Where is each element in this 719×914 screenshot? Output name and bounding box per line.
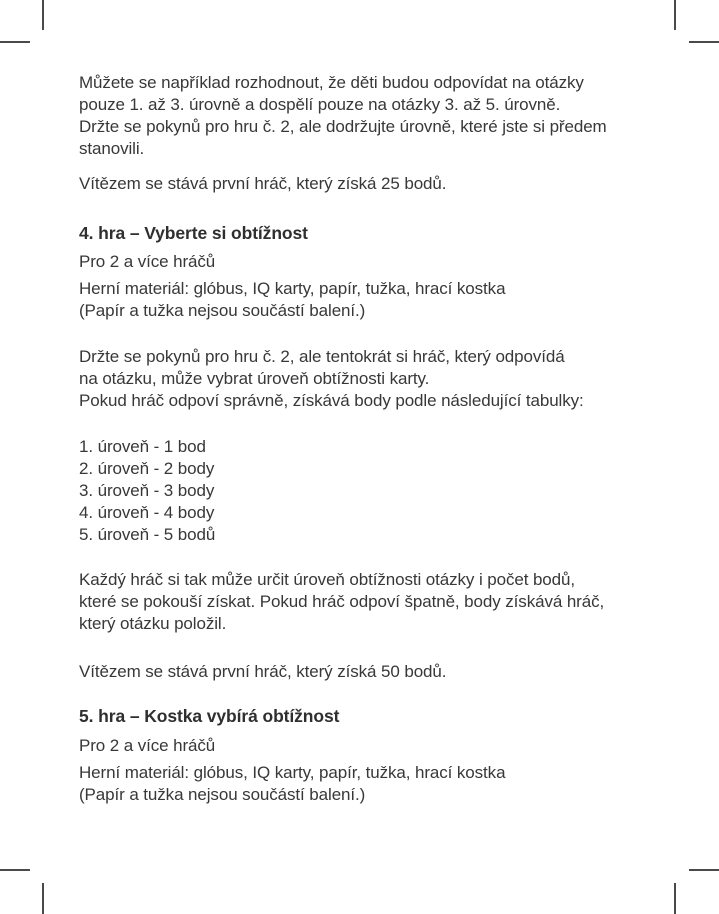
text-line: (Papír a tužka nejsou součástí balení.) bbox=[79, 785, 366, 804]
paragraph-intro bbox=[79, 72, 654, 160]
paragraph-rules-4 bbox=[79, 346, 654, 412]
text-line: Pro 2 a více hráčů bbox=[79, 252, 216, 271]
text-line: na otázku, může vybrat úroveň obtížnosti karty. bbox=[79, 369, 430, 388]
paragraph-explanation-4 bbox=[79, 569, 654, 635]
points-table-row: 5. úroveň - 5 bodů bbox=[79, 525, 216, 544]
text-line: pouze 1. až 3. úrovně a dospělí pouze na otázky 3. až 5. úrovně. bbox=[79, 95, 561, 114]
text-line: (Papír a tužka nejsou součástí balení.) bbox=[79, 301, 366, 320]
text-line: Vítězem se stává první hráč, který získá 50 bodů. bbox=[79, 662, 447, 681]
text-line: Můžete se například rozhodnout, že děti budou odpovídat na otázky bbox=[79, 73, 584, 92]
text-line: Držte se pokynů pro hru č. 2, ale dodržujte úrovně, které jste si předem bbox=[79, 117, 607, 136]
crop-mark-top-left-horizontal bbox=[0, 41, 30, 43]
points-table bbox=[79, 436, 654, 546]
text-line: Herní materiál: glóbus, IQ karty, papír, tužka, hrací kostka bbox=[79, 763, 506, 782]
paragraph-players-5 bbox=[79, 735, 654, 757]
heading-game-5: 5. hra – Kostka vybírá obtížnost bbox=[79, 706, 340, 726]
paragraph-players-4 bbox=[79, 251, 654, 273]
paragraph-winner-25 bbox=[79, 173, 654, 195]
crop-mark-top-right-vertical bbox=[674, 0, 676, 30]
text-line: stanovili. bbox=[79, 139, 145, 158]
text-line: který otázku položil. bbox=[79, 614, 227, 633]
points-table-row: 3. úroveň - 3 body bbox=[79, 481, 215, 500]
text-line: Herní materiál: glóbus, IQ karty, papír, tužka, hrací kostka bbox=[79, 279, 506, 298]
text-line: které se pokouší získat. Pokud hráč odpoví špatně, body získává hráč, bbox=[79, 592, 605, 611]
crop-mark-top-left-vertical bbox=[42, 0, 44, 30]
text-line: Vítězem se stává první hráč, který získá 25 bodů. bbox=[79, 174, 447, 193]
text-line: Každý hráč si tak může určit úroveň obtížnosti otázky i počet bodů, bbox=[79, 570, 575, 589]
paragraph-material-5 bbox=[79, 762, 654, 806]
heading-game-4: 4. hra – Vyberte si obtížnost bbox=[79, 223, 308, 243]
paragraph-material-4 bbox=[79, 278, 654, 322]
text-line: Pro 2 a více hráčů bbox=[79, 736, 216, 755]
paragraph-winner-50 bbox=[79, 661, 654, 683]
points-table-row: 4. úroveň - 4 body bbox=[79, 503, 215, 522]
text-line: Pokud hráč odpoví správně, získává body podle následující tabulky: bbox=[79, 391, 584, 410]
page-content bbox=[79, 72, 654, 806]
crop-mark-bottom-left-vertical bbox=[42, 883, 44, 914]
text-line: Držte se pokynů pro hru č. 2, ale tentokrát si hráč, který odpovídá bbox=[79, 347, 565, 366]
crop-mark-top-right-horizontal bbox=[689, 41, 719, 43]
crop-mark-bottom-right-vertical bbox=[674, 883, 676, 914]
crop-mark-bottom-right-horizontal bbox=[689, 869, 719, 871]
points-table-row: 2. úroveň - 2 body bbox=[79, 459, 215, 478]
crop-mark-bottom-left-horizontal bbox=[0, 869, 30, 871]
points-table-row: 1. úroveň - 1 bod bbox=[79, 437, 206, 456]
